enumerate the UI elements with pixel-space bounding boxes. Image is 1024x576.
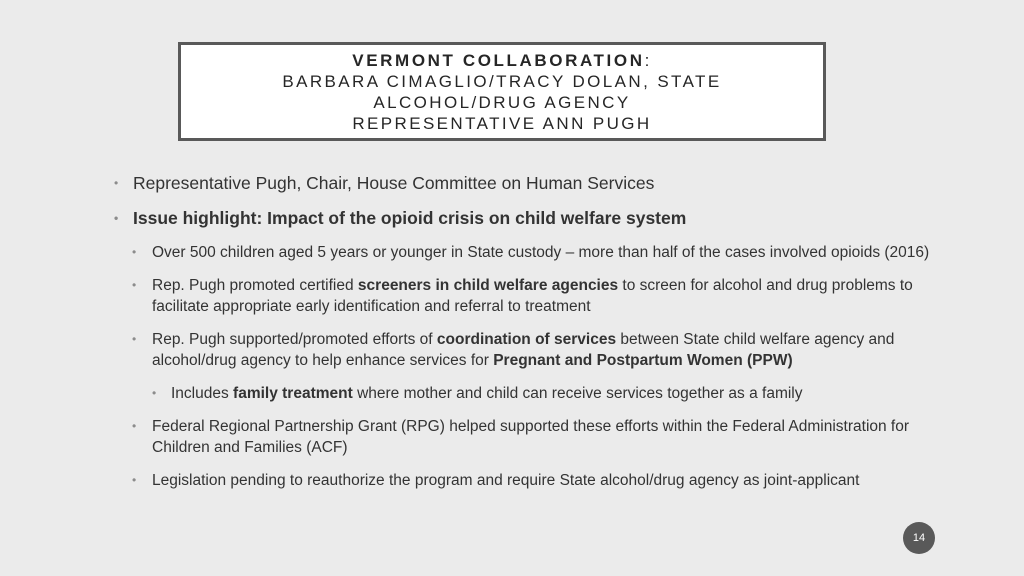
bullet-text-strong: family treatment [233,385,353,402]
title-box [178,42,826,141]
bullet-item-issue-highlight [112,207,952,229]
bullet-text-strong-2: Pregnant and Postpartum Women (PPW) [493,352,793,369]
title-line-1 [352,50,651,71]
title-line-4: REPRESENTATIVE ANN PUGH [352,113,652,133]
bullet-icon: • [114,211,119,225]
bullet-item-screeners [112,275,952,317]
bullet-item-coordination [112,329,952,371]
bullet-text-mid: between State child welfare agency and alcohol/drug agency to help enhance services for [152,331,895,369]
bullet-icon: • [114,176,119,190]
title-colon: : [644,50,652,70]
bullet-item-legislation [112,470,952,491]
bullet-item-children-custody [112,242,952,263]
title-line-2: BARBARA CIMAGLIO/TRACY DOLAN, STATE [282,71,722,91]
bullet-text: Federal Regional Partnership Grant (RPG) helped supported these efforts within the Federal Administration for Children and Families (ACF) [152,418,910,456]
bullet-text-post: where mother and child can receive services together as a family [352,385,803,402]
bullet-item-rpg-grant [112,416,952,458]
bullet-icon: • [132,245,137,259]
bullet-text: Over 500 children aged 5 years or younger in State custody – more than half of the cases involved opioids (2016) [152,244,930,261]
bullet-list [112,172,952,503]
bullet-text-pre: Rep. Pugh supported/promoted efforts of [152,331,437,348]
page-number: 14 [912,532,926,544]
bullet-item-chair [112,172,952,194]
bullet-text-pre: Rep. Pugh promoted certified [152,277,358,294]
title-heading: VERMONT COLLABORATION [352,50,645,70]
bullet-icon: • [132,332,137,346]
bullet-text: Representative Pugh, Chair, House Committee on Human Services [133,173,655,193]
bullet-icon: • [132,419,137,433]
page-number-badge [903,522,935,554]
bullet-icon: • [132,473,137,487]
bullet-text: Legislation pending to reauthorize the program and require State alcohol/drug agency as joint-applicant [152,472,860,489]
bullet-text: Issue highlight: Impact of the opioid crisis on child welfare system [133,208,687,228]
bullet-text-post: to screen for alcohol and drug problems to facilitate appropriate early identification and referral to treatment [152,277,913,315]
bullet-text-strong: screeners in child welfare agencies [357,277,619,294]
bullet-icon: • [132,278,137,292]
bullet-item-family-treatment [112,383,952,404]
bullet-icon: • [152,386,157,400]
bullet-text-pre: Includes [171,385,234,402]
title-line-3: ALCOHOL/DRUG AGENCY [373,92,631,112]
bullet-text-strong-1: coordination of services [436,331,617,348]
